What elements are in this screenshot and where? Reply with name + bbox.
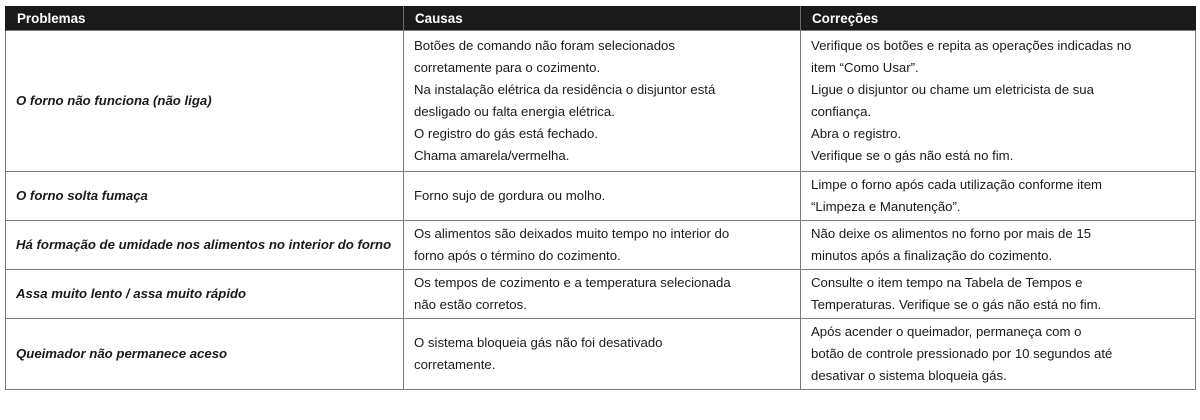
header-problems: Problemas: [6, 6, 404, 31]
corrections-cell: [801, 31, 1196, 172]
problem-cell: O forno solta fumaça: [6, 172, 404, 221]
problem-cell: Assa muito lento / assa muito rápido: [6, 270, 404, 319]
table-header: [6, 6, 1196, 31]
correction-line: desativar o sistema bloqueia gás.: [811, 368, 1007, 383]
causes-cell: [404, 172, 801, 221]
correction-line: minutos após a finalização do cozimento.: [811, 248, 1053, 263]
cause-line: Na instalação elétrica da residência o disjuntor está: [414, 82, 716, 97]
causes-cell: [404, 319, 801, 390]
correction-line: Limpe o forno após cada utilização conforme item: [811, 177, 1103, 192]
header-causes: Causas: [404, 6, 801, 31]
cause-line: O sistema bloqueia gás não foi desativado: [414, 335, 663, 350]
cause-line: corretamente para o cozimento.: [414, 60, 601, 75]
causes-cell: [404, 31, 801, 172]
correction-line: Verifique os botões e repita as operações indicadas no: [811, 38, 1132, 53]
correction-line: confiança.: [811, 104, 872, 119]
problem-cell: Há formação de umidade nos alimentos no interior do forno: [6, 221, 404, 270]
table-row: [6, 172, 1196, 221]
correction-line: Não deixe os alimentos no forno por mais de 15: [811, 226, 1092, 241]
correction-line: botão de controle pressionado por 10 segundos até: [811, 346, 1113, 361]
causes-cell: [404, 270, 801, 319]
correction-line: Ligue o disjuntor ou chame um eletricista de sua: [811, 82, 1094, 97]
correction-line: Consulte o item tempo na Tabela de Tempos e: [811, 275, 1083, 290]
correction-line: “Limpeza e Manutenção”.: [811, 199, 961, 214]
cause-line: forno após o término do cozimento.: [414, 248, 621, 263]
cause-line: Os alimentos são deixados muito tempo no interior do: [414, 226, 730, 241]
corrections-cell: [801, 221, 1196, 270]
correction-line: Verifique se o gás não está no fim.: [811, 148, 1014, 163]
cause-line: Forno sujo de gordura ou molho.: [414, 188, 606, 203]
cause-line: Os tempos de cozimento e a temperatura selecionada: [414, 275, 731, 290]
cause-line: não estão corretos.: [414, 297, 527, 312]
cause-line: Chama amarela/vermelha.: [414, 148, 570, 163]
correction-line: Após acender o queimador, permaneça com o: [811, 324, 1082, 339]
correction-line: item “Como Usar”.: [811, 60, 919, 75]
cause-line: desligado ou falta energia elétrica.: [414, 104, 615, 119]
table-row: [6, 319, 1196, 390]
problem-cell: O forno não funciona (não liga): [6, 31, 404, 172]
table-row: [6, 31, 1196, 172]
table-row: [6, 221, 1196, 270]
causes-cell: [404, 221, 801, 270]
cause-line: Botões de comando não foram selecionados: [414, 38, 675, 53]
corrections-cell: [801, 270, 1196, 319]
cause-line: O registro do gás está fechado.: [414, 126, 599, 141]
corrections-cell: [801, 172, 1196, 221]
table-row: [6, 270, 1196, 319]
header-row: [6, 6, 1196, 31]
corrections-cell: [801, 319, 1196, 390]
header-corrections: Correções: [801, 6, 1196, 31]
cause-line: corretamente.: [414, 357, 496, 372]
correction-line: Abra o registro.: [811, 126, 902, 141]
problem-cell: Queimador não permanece aceso: [6, 319, 404, 390]
troubleshooting-table: [5, 6, 1196, 390]
table-body: [6, 31, 1196, 390]
correction-line: Temperaturas. Verifique se o gás não está no fim.: [811, 297, 1102, 312]
